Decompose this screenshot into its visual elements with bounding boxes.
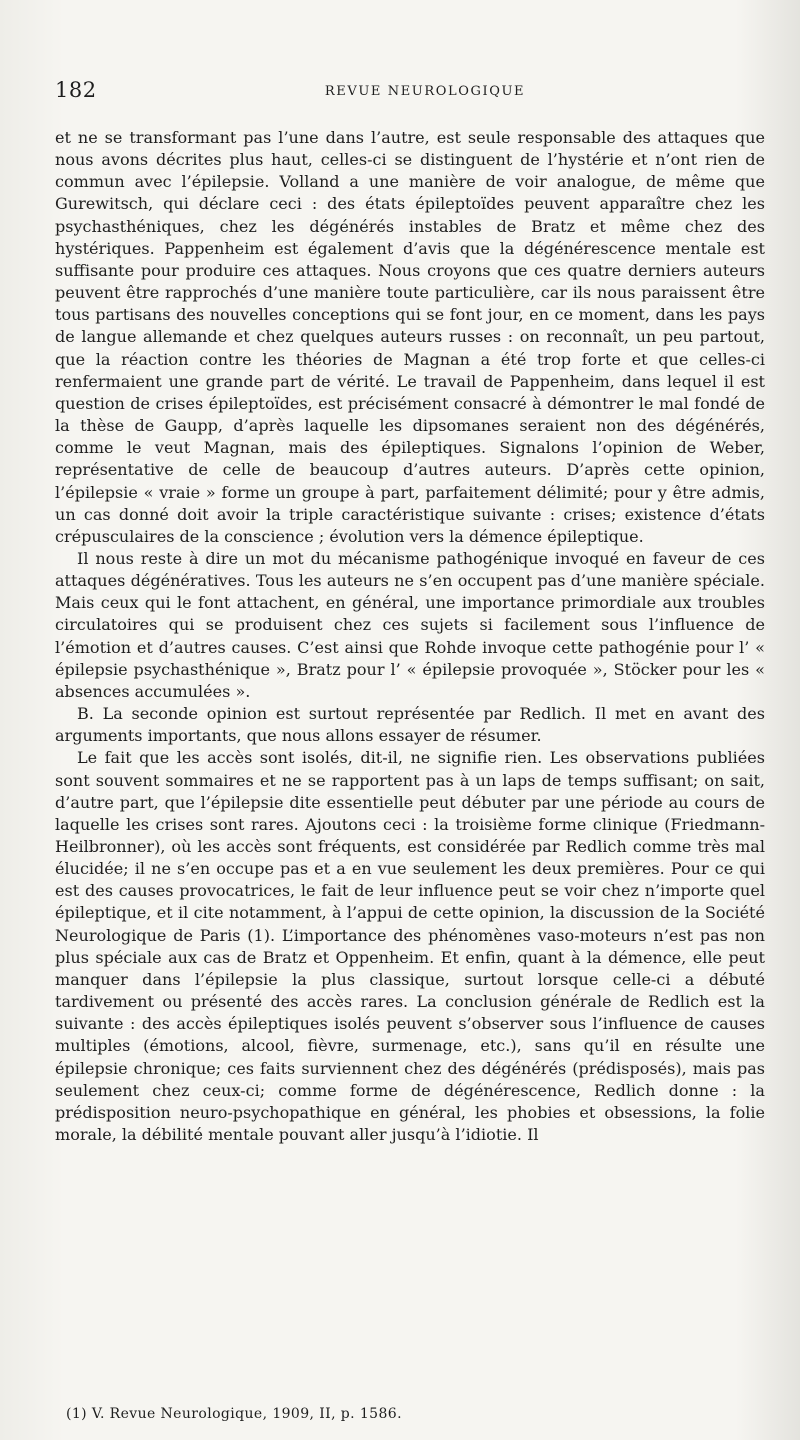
- paragraph-1: et ne se transformant pas l’une dans l’autre, est seule responsable des attaques que nous avons décrites plus haut, celles-ci se distinguent de l’hystérie et n’ont rien de commun avec l’épilepsie. Volland a une manière de voir analogue, de même que Gurewitsch, qui déclare ceci : des états épileptoïdes peuvent apparaître chez les psychasthéniques, chez les dégénérés instables de Bratz et même chez des hystériques. Pappenheim est également d’avis que la dégénérescence mentale est suffisante pour produire ces attaques. Nous croyons que ces quatre derniers auteurs peuvent être rapprochés d’une manière toute particulière, car ils nous paraissent être tous partisans des nouvelles conceptions qui se font jour, en ce moment, dans les pays de langue allemande et chez quelques auteurs russes : on reconnaît, un peu partout, que la réaction contre les théories de Magnan a été trop forte et que celles-ci renfermaient une grande part de vérité. Le travail de Pappenheim, dans lequel il est question de crises épileptoïdes, est précisément consacré à démontrer le mal fondé de la thèse de Gaupp, d’après laquelle les dipsomanes seraient non des dégénérés, comme le veut Magnan, mais des épileptiques. Signalons l’opinion de Weber, représentative de celle de beaucoup d’autres auteurs. D’après cette opinion, l’épilepsie « vraie » forme un groupe à part, parfaitement délimité; pour y être admis, un cas donné doit avoir la triple caractéristique suivante : crises; existence d’états crépusculaires de la conscience ; évolution vers la démence épileptique.: [55, 128, 765, 546]
- footnote: (1) V. Revue Neurologique, 1909, II, p. 1586.: [66, 1406, 402, 1422]
- page-number: 182: [55, 78, 97, 102]
- running-head: REVUE NEUROLOGIQUE: [324, 84, 526, 99]
- paragraph-3: B. La seconde opinion est surtout représentée par Redlich. Il met en avant des arguments importants, que nous allons essayer de résumer.: [55, 704, 765, 746]
- page-header: [55, 78, 760, 108]
- body-text: [55, 127, 765, 1146]
- paragraph-4: Le fait que les accès sont isolés, dit-il, ne signifie rien. Les observations publiées sont souvent sommaires et ne se rapportent pas à un laps de temps suffisant; on sait, d’autre part, que l’épilepsie dite essentielle peut débuter par une période au cours de laquelle les crises sont rares. Ajoutons ceci : la troisième forme clinique (Friedmann-Heilbronner), où les accès sont fréquents, est considérée par Redlich comme très mal élucidée; il ne s’en occupe pas et a en vue seulement les deux premières. Pour ce qui est des causes provocatrices, le fait de leur influence peut se voir chez n’importe quel épileptique, et il cite notamment, à l’appui de cette opinion, la discussion de la Société Neurologique de Paris (1). L’importance des phénomènes vaso-moteurs n’est pas non plus spéciale aux cas de Bratz et Oppenheim. Et enfin, quant à la démence, elle peut manquer dans l’épilepsie la plus classique, surtout lorsque celle-ci a débuté tardivement ou présenté des accès rares. La conclusion générale de Redlich est la suivante : des accès épileptiques isolés peuvent s’observer sous l’influence de causes multiples (émotions, alcool, fièvre, surmenage, etc.), sans qu’il en résulte une épilepsie chronique; ces faits surviennent chez des dégénérés (prédisposés), mais pas seulement chez ceux-ci; comme forme de dégénérescence, Redlich donne : la prédisposition neuro-psychopathique en général, les phobies et obsessions, la folie morale, la débilité mentale pouvant aller jusqu’à l’idiotie. Il: [55, 748, 765, 1145]
- paragraph-2: Il nous reste à dire un mot du mécanisme pathogénique invoqué en faveur de ces attaques dégénératives. Tous les auteurs ne s’en occupent pas d’une manière spéciale. Mais ceux qui le font attachent, en général, une importance primordiale aux troubles circulatoires qui se produisent chez ces sujets si facilement sous l’influence de l’émotion et d’autres causes. C’est ainsi que Rohde invoque cette pathogénie pour l’ « épilepsie psychasthénique », Bratz pour l’ « épilepsie provoquée », Stöcker pour les « absences accumulées ».: [55, 548, 765, 701]
